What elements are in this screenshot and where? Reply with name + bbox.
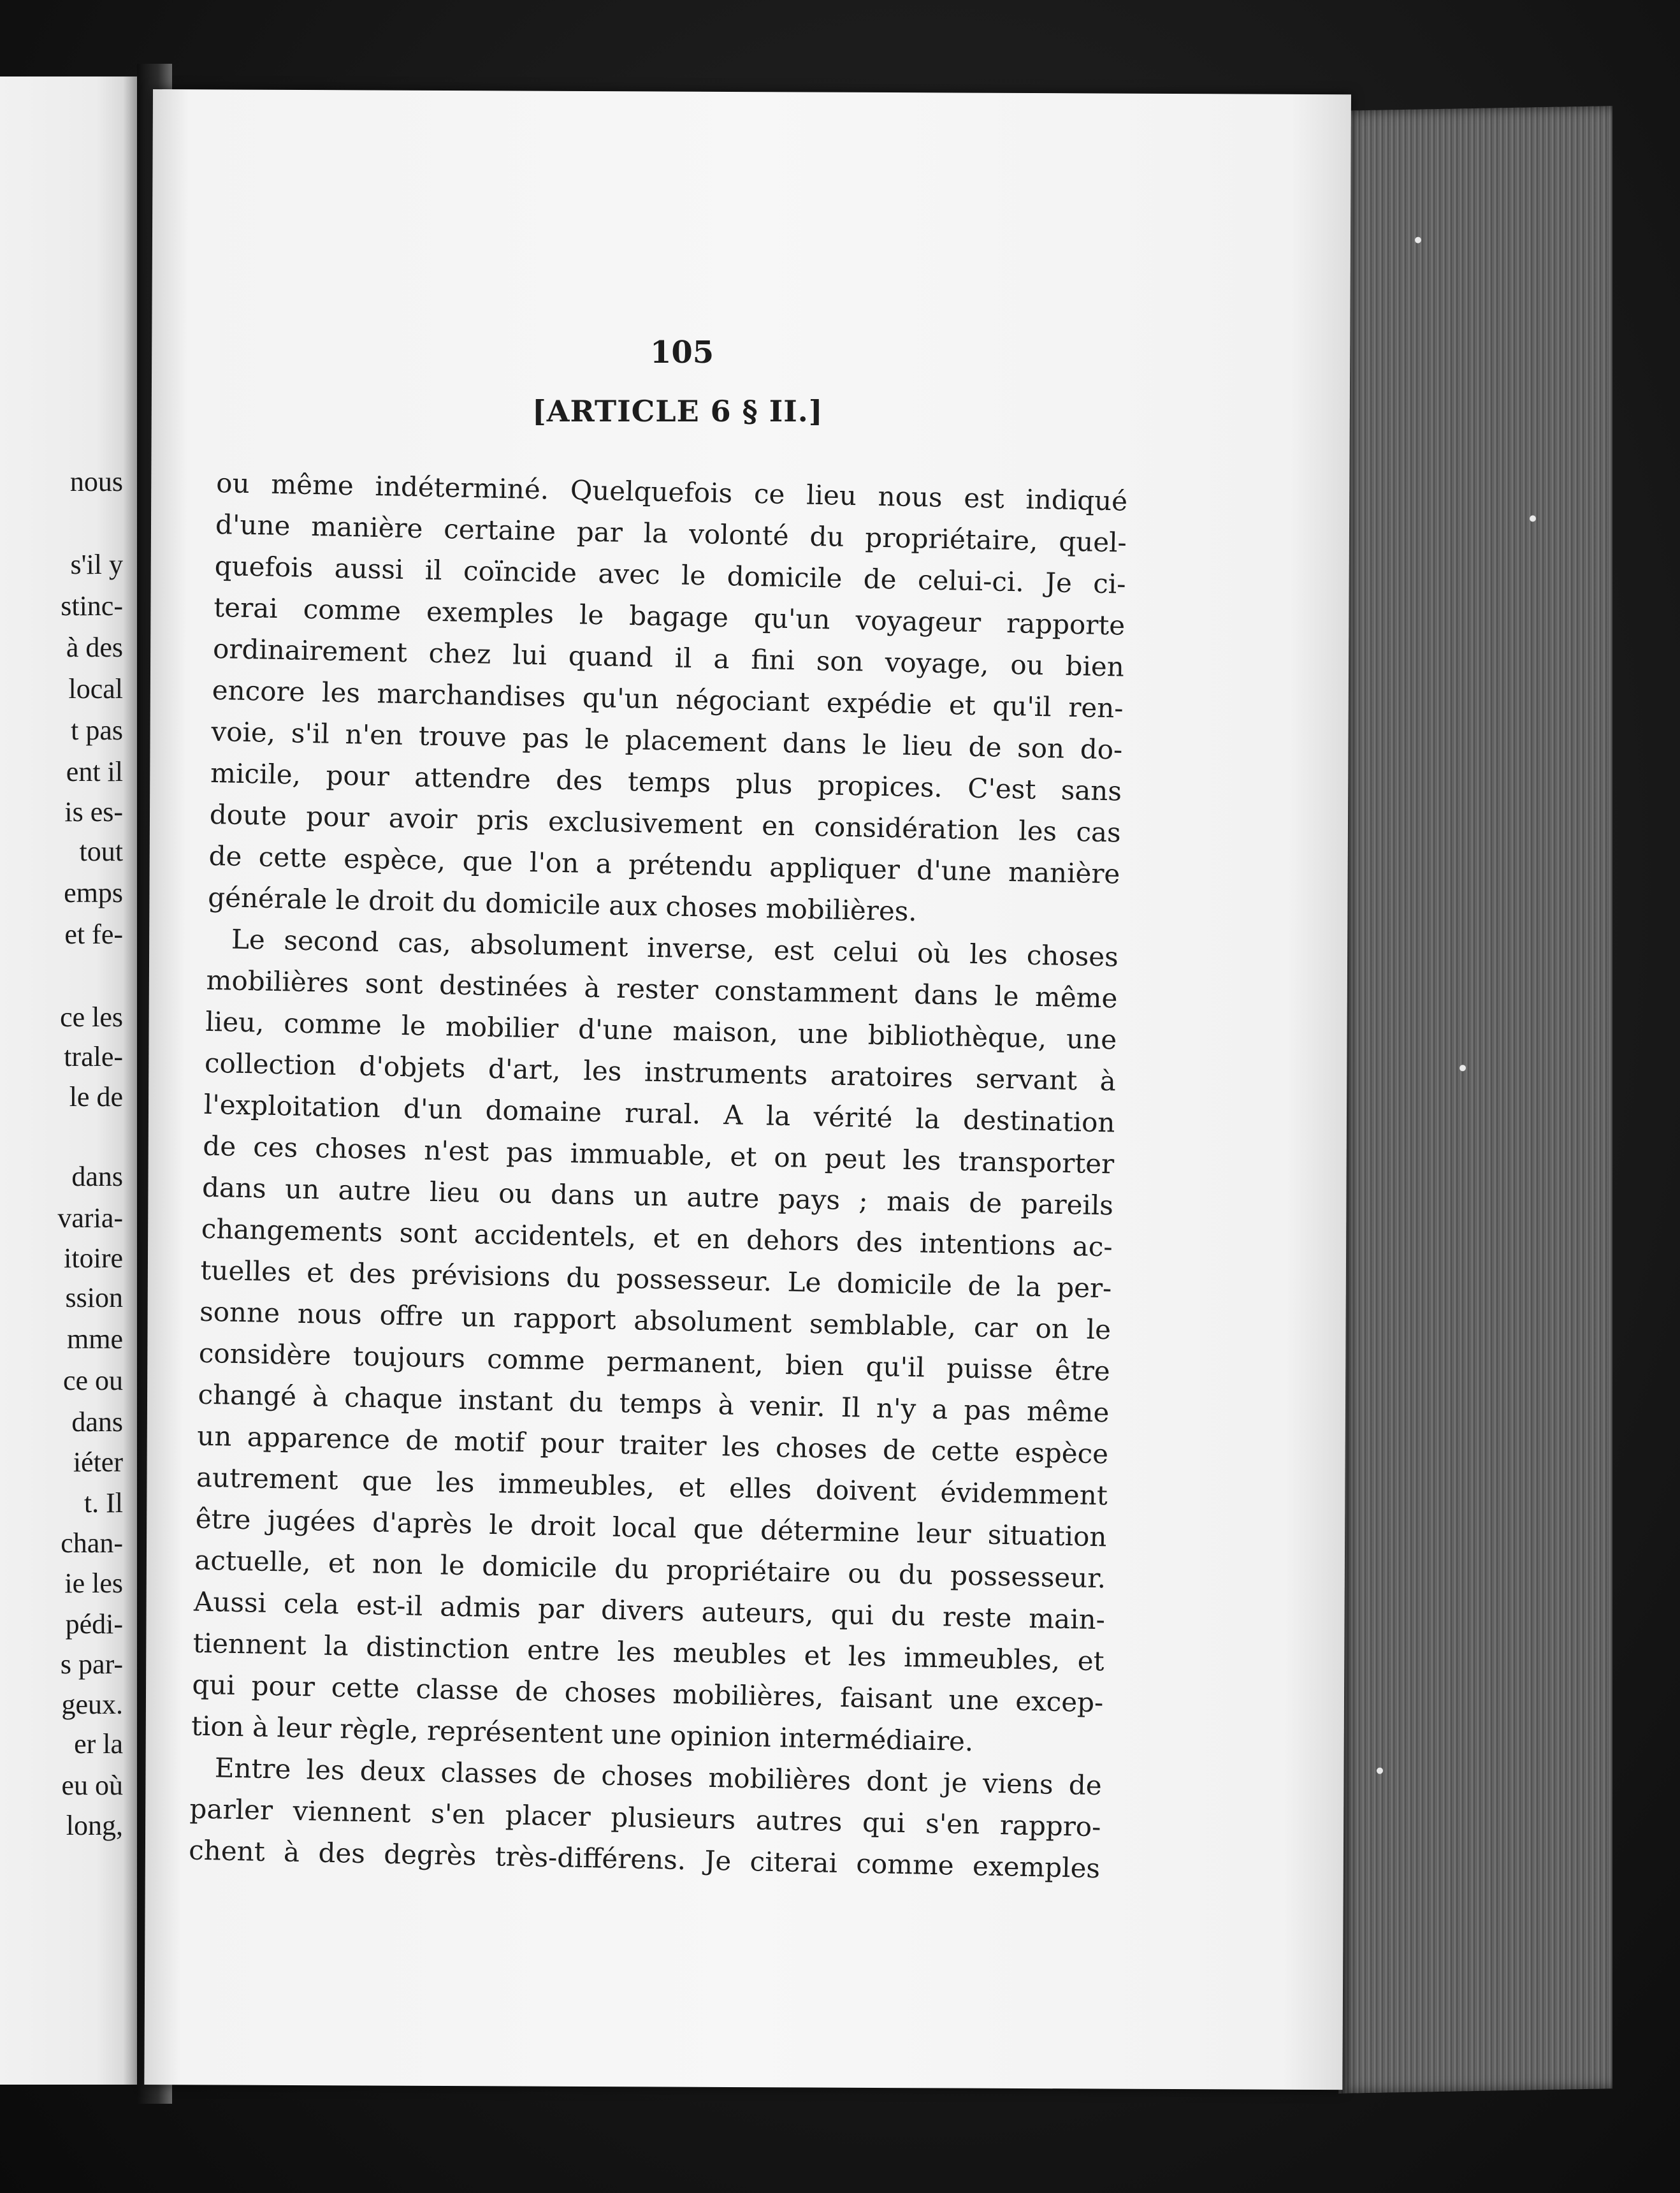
text-line: parler viennent s'en placer plusieurs autres qui s'en rappro- — [189, 1793, 1101, 1843]
left-fragment: tout — [79, 836, 123, 867]
dust-speck — [1377, 1768, 1383, 1774]
dust-speck — [1459, 1065, 1466, 1071]
text-line: d'une manière certaine par la volonté du propriétaire, quel- — [215, 508, 1127, 558]
left-fragment: local — [68, 673, 123, 704]
text-line: changé à chaque instant du temps à venir. Il n'y a pas même — [198, 1378, 1110, 1429]
text-line: un apparence de motif pour traiter les choses de cette espèce — [196, 1420, 1109, 1470]
text-line: Aussi cela est-il admis par divers auteurs, qui du reste main- — [193, 1585, 1106, 1636]
text-line: quefois aussi il coïncide avec le domicile de celui-ci. Je ci- — [214, 550, 1126, 600]
text-line: sonne nous offre un rapport absolument semblable, car on le — [199, 1295, 1112, 1346]
text-line: qui pour cette classe de choses mobilières, faisant une excep- — [192, 1668, 1104, 1719]
left-fragment: pédi- — [65, 1608, 123, 1640]
text-line: tion à leur règle, représentent une opinion intermédiaire. — [191, 1710, 974, 1758]
left-fragment: ent il — [66, 756, 123, 787]
left-fragment: ce ou — [62, 1365, 123, 1396]
page-block-edge — [1338, 106, 1612, 2094]
page-number: 105 — [650, 335, 714, 370]
text-line: être jugées d'après le droit local que détermine leur situation — [195, 1503, 1107, 1553]
left-fragment: varia- — [57, 1202, 123, 1234]
dust-speck — [1415, 237, 1421, 243]
left-fragment: long, — [66, 1810, 123, 1841]
body-text — [189, 462, 1128, 1889]
left-fragment: le de — [69, 1081, 123, 1112]
left-fragment: ie les — [64, 1568, 123, 1599]
left-fragment: geux. — [61, 1689, 123, 1720]
left-fragment: chan- — [61, 1527, 123, 1559]
text-line: actuelle, et non le domicile du propriétaire ou du possesseur. — [194, 1544, 1106, 1594]
left-fragment: itoire — [64, 1242, 123, 1274]
text-line: de ces choses n'est pas immuable, et on peut les transporter — [202, 1130, 1115, 1180]
left-fragment: eu où — [61, 1770, 123, 1801]
text-line: voie, s'il n'en trouve pas le placement dans le lieu de son do- — [211, 715, 1123, 766]
left-fragment: iéter — [73, 1446, 123, 1478]
dust-speck — [1530, 515, 1536, 521]
text-line: doute pour avoir pris exclusivement en considération les cas — [209, 798, 1122, 849]
text-line: dans un autre lieu ou dans un autre pays ; mais de pareils — [201, 1171, 1114, 1221]
left-fragment: et fe- — [64, 919, 123, 950]
left-fragment: t pas — [71, 715, 123, 746]
text-line: collection d'objets d'art, les instruments aratoires servant à — [204, 1047, 1117, 1097]
left-fragment: stinc- — [61, 590, 123, 622]
left-fragment: dans — [71, 1406, 123, 1438]
left-fragment: s par- — [60, 1649, 123, 1680]
left-fragment: trale- — [64, 1041, 123, 1072]
text-line: terai comme exemples le bagage qu'un voyageur rapporte — [213, 591, 1126, 641]
running-head: [ARTICLE 6 § II.] — [532, 394, 823, 428]
text-line: ou même indéterminé. Quelquefois ce lieu nous est indiqué — [215, 467, 1128, 517]
text-line: changements sont accidentels, et en dehors des intentions ac- — [201, 1213, 1113, 1263]
text-line: micile, pour attendre des temps plus propices. C'est sans — [210, 757, 1122, 807]
text-line: considère toujours comme permanent, bien qu'il puisse être — [198, 1337, 1111, 1387]
text-line: mobilières sont destinées à rester constamment dans le même — [206, 964, 1118, 1014]
left-fragment: mme — [67, 1323, 123, 1355]
left-page — [0, 76, 137, 2085]
text-line: Entre les deux classes de choses mobilières dont je viens de — [214, 1752, 1103, 1802]
text-line: ordinairement chez lui quand il a fini son voyage, ou bien — [212, 632, 1125, 683]
text-line: l'exploitation d'un domaine rural. A la vérité la destination — [203, 1088, 1115, 1139]
left-fragment: s'il y — [70, 549, 123, 580]
text-line: tiennent la distinction entre les meubles et les immeubles, et — [192, 1627, 1105, 1677]
text-line: lieu, comme le mobilier d'une maison, une bibliothèque, une — [205, 1005, 1117, 1056]
left-fragment: is es- — [64, 796, 123, 827]
text-line: Le second cas, absolument inverse, est celui où les choses — [231, 923, 1119, 973]
text-line: encore les marchandises qu'un négociant expédie et qu'il ren- — [212, 674, 1124, 724]
text-line: de cette espèce, que l'on a prétendu appliquer d'une manière — [208, 840, 1120, 890]
left-fragment: dans — [71, 1161, 123, 1192]
left-fragment: t. Il — [83, 1487, 123, 1519]
left-fragment: emps — [64, 877, 123, 908]
text-line: chent à des degrès très-différens. Je citerai comme exemples — [188, 1834, 1101, 1884]
text-line: autrement que les immeubles, et elles doivent évidemment — [196, 1461, 1108, 1512]
text-line: générale le droit du domicile aux choses mobilières. — [207, 881, 918, 928]
left-fragment: ce les — [60, 1002, 123, 1033]
left-fragment: nous — [69, 466, 123, 497]
left-fragment: à des — [66, 632, 123, 663]
left-fragment: ssion — [65, 1282, 123, 1313]
text-line: tuelles et des prévisions du possesseur. Le domicile de la per- — [200, 1254, 1112, 1304]
left-fragment: er la — [74, 1728, 123, 1759]
